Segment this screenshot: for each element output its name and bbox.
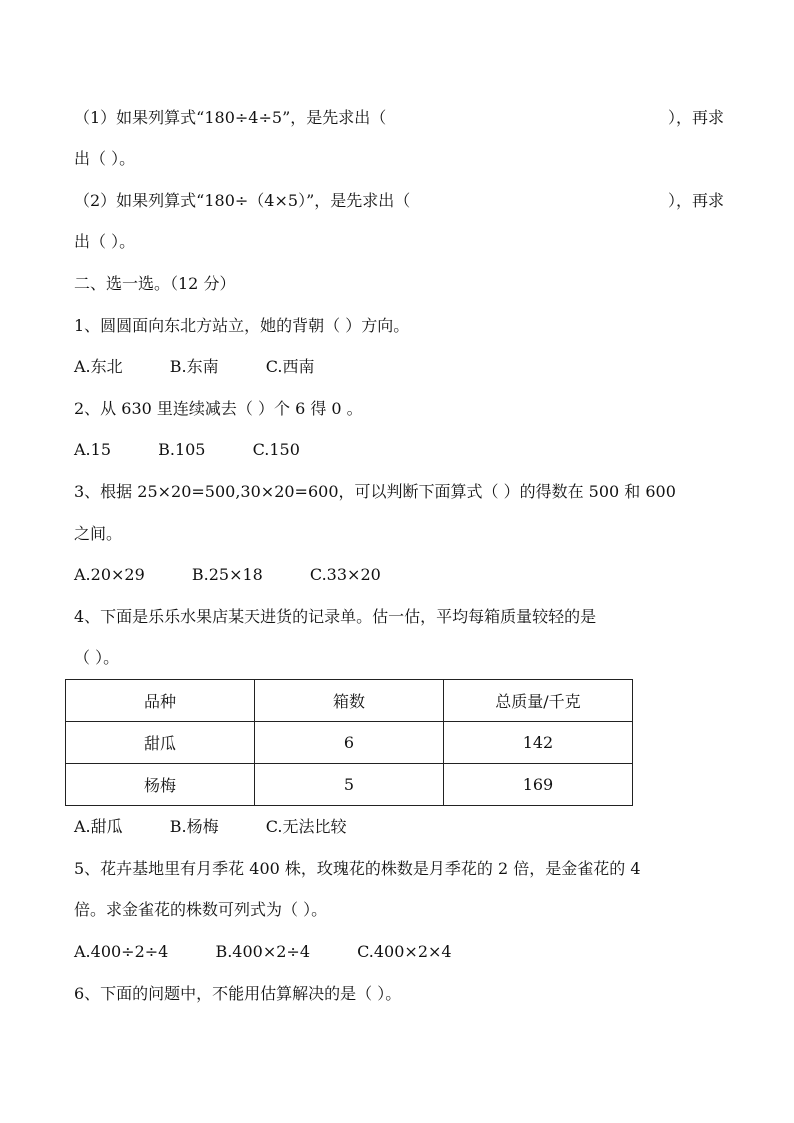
question-2-tail: ），再求 [667, 191, 724, 210]
option-c: C.400×2×4 [357, 942, 452, 961]
mc-question-3-line1: 3、根据 25×20=500,30×20=600，可以判断下面算式（ ）的得数在 500 和 600 [74, 482, 676, 501]
option-a: A.20×29 [74, 565, 145, 584]
mc-options-2 [74, 440, 724, 460]
table-header-cell: 总质量/千克 [443, 680, 632, 722]
question-1-line1 [74, 108, 724, 128]
option-c: C.无法比较 [265, 817, 347, 836]
mc-options-5 [74, 942, 724, 962]
question-2-line2: 出（ ）。 [74, 232, 136, 251]
option-b: B.105 [158, 440, 206, 459]
option-b: B.25×18 [191, 565, 263, 584]
table-cell: 169 [443, 764, 632, 806]
question-2-line1 [74, 191, 724, 211]
table-header-cell: 箱数 [254, 680, 443, 722]
option-a: A.400÷2÷4 [74, 942, 169, 961]
table-header-cell: 品种 [66, 680, 255, 722]
mc-options-4 [74, 817, 724, 837]
option-a: A.15 [74, 440, 111, 459]
mc-question-4-line2: （ ）。 [74, 648, 120, 667]
option-a: A.甜瓜 [74, 817, 123, 836]
mc-question-6: 6、下面的问题中，不能用估算解决的是（ ）。 [74, 984, 402, 1003]
table-cell: 杨梅 [66, 764, 255, 806]
option-a: A.东北 [74, 357, 123, 376]
mc-question-1: 1、圆圆面向东北方站立，她的背朝（ ）方向。 [74, 316, 410, 335]
option-b: B.杨梅 [169, 817, 219, 836]
mc-question-4-line1: 4、下面是乐乐水果店某天进货的记录单。估一估，平均每箱质量较轻的是 [74, 607, 597, 626]
question-1-line2: 出（ ）。 [74, 149, 136, 168]
table-cell: 5 [254, 764, 443, 806]
option-c: C.150 [252, 440, 300, 459]
option-b: B.400×2÷4 [215, 942, 311, 961]
option-c: C.西南 [265, 357, 315, 376]
table-row [66, 722, 633, 764]
mc-options-1 [74, 357, 724, 377]
mc-question-5-line1: 5、花卉基地里有月季花 400 株，玫瑰花的株数是月季花的 2 倍，是金雀花的 4 [74, 859, 641, 878]
fruit-record-table [65, 679, 633, 806]
question-1-text: （1）如果列算式“180÷4÷5”，是先求出（ [74, 108, 387, 127]
mc-question-2: 2、从 630 里连续减去（ ）个 6 得 0 。 [74, 399, 363, 418]
option-c: C.33×20 [309, 565, 381, 584]
table-cell: 甜瓜 [66, 722, 255, 764]
mc-question-5-line2: 倍。求金雀花的株数可列式为（ ）。 [74, 900, 328, 919]
table-row [66, 764, 633, 806]
question-2-text: （2）如果列算式“180÷（4×5）”，是先求出（ [74, 191, 411, 210]
table-cell: 142 [443, 722, 632, 764]
mc-question-3-line2: 之间。 [74, 524, 123, 543]
table-cell: 6 [254, 722, 443, 764]
table-header-row [66, 680, 633, 722]
question-1-tail: ），再求 [667, 108, 724, 127]
option-b: B.东南 [169, 357, 219, 376]
section-title: 二、选一选。（12 分） [74, 274, 236, 293]
mc-options-3 [74, 565, 724, 585]
